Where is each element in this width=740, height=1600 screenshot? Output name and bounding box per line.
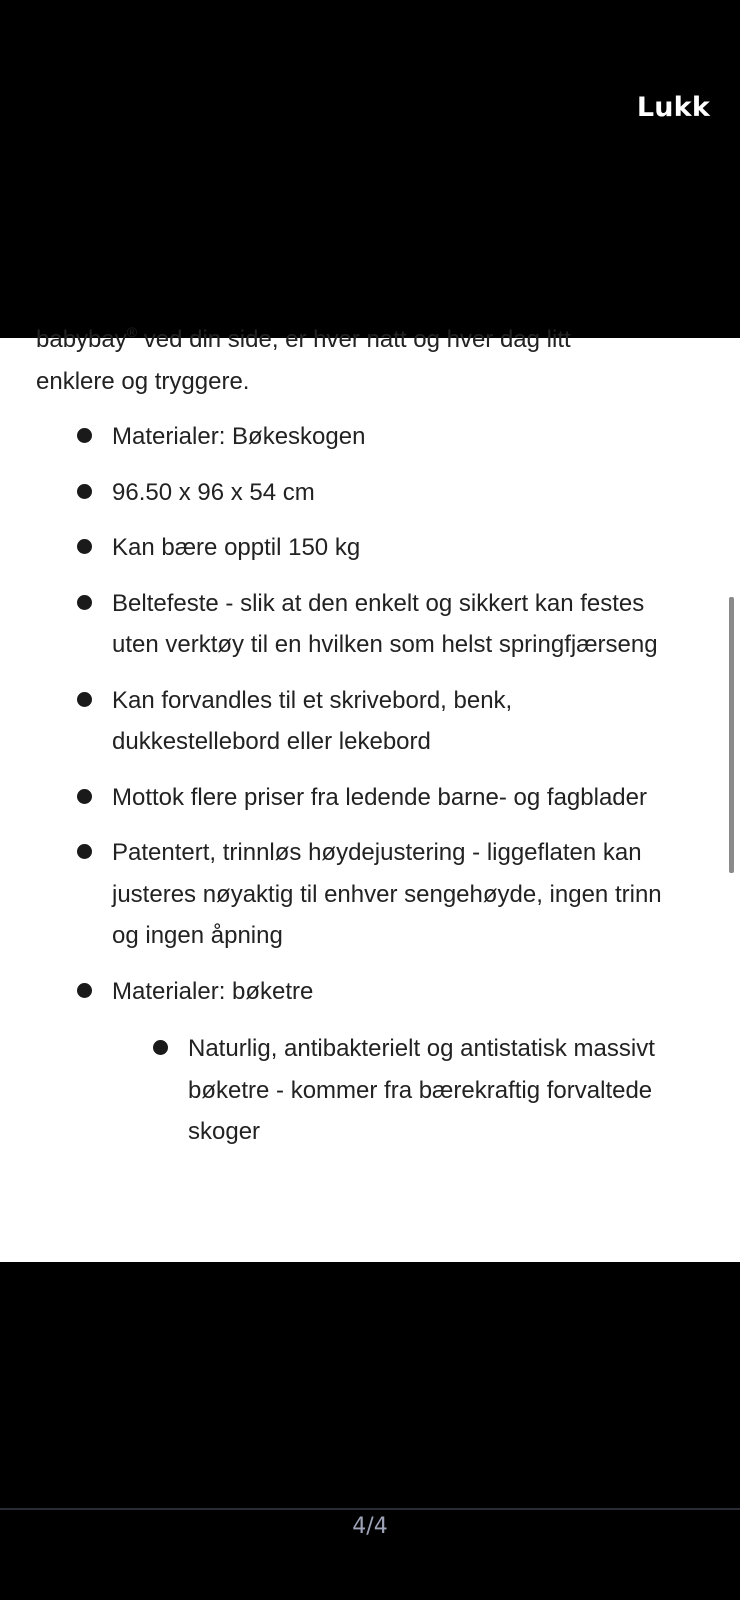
feature-list [0,416,710,1153]
feature-text: 96.50 x 96 x 54 cm [112,478,315,506]
bullet-icon [77,595,92,610]
intro-text-line2: enklere og tryggere. [36,367,250,395]
feature-text: Materialer: Bøkeskogen [112,423,366,450]
feature-text: Materialer: bøketre [112,977,314,1005]
scrollbar[interactable] [729,597,734,873]
list-item [112,971,670,1153]
bullet-icon [77,692,92,707]
list-item [112,832,670,957]
intro-text: ved din side, er hver natt og hver dag litt [137,326,571,353]
list-item [112,583,670,666]
description-viewer[interactable] [0,324,740,1262]
bullet-icon [77,844,92,859]
bullet-icon [77,539,92,554]
registered-mark: ® [126,324,138,340]
close-button[interactable]: Lukk [637,88,710,128]
description-content [0,319,710,1167]
feature-text: Patentert, trinnløs høydejustering - liggeflaten kan justeres nøyaktig til enhver sengehøyde, ingen trinn og ingen åpning [112,839,662,949]
bullet-icon [153,1040,168,1055]
footer-divider [0,1508,740,1510]
bullet-icon [77,484,92,499]
brand-name: babybay [36,326,127,353]
bullet-icon [77,983,92,998]
feature-text: Kan forvandles til et skrivebord, benk, dukkestellebord eller lekebord [112,686,513,755]
list-item [112,472,670,514]
list-item [112,527,670,569]
feature-text: Mottok flere priser fra ledende barne- og fagblader [112,783,647,811]
intro-paragraph [0,319,710,402]
list-item [112,680,670,763]
page-indicator: 4/4 [352,1514,388,1539]
sub-feature-list [112,1028,670,1153]
sub-feature-text: Naturlig, antibakterielt og antistatisk massivt bøketre - kommer fra bærekraftig forvaltede skoger [188,1035,655,1145]
feature-text: Kan bære opptil 150 kg [112,534,361,561]
list-item [112,416,670,458]
bullet-icon [77,789,92,804]
sub-list-item [188,1028,670,1153]
feature-text: Beltefeste - slik at den enkelt og sikkert kan festes uten verktøy til en hvilken som helst springfjærseng [112,589,658,658]
bullet-icon [77,428,92,443]
list-item [112,777,670,819]
